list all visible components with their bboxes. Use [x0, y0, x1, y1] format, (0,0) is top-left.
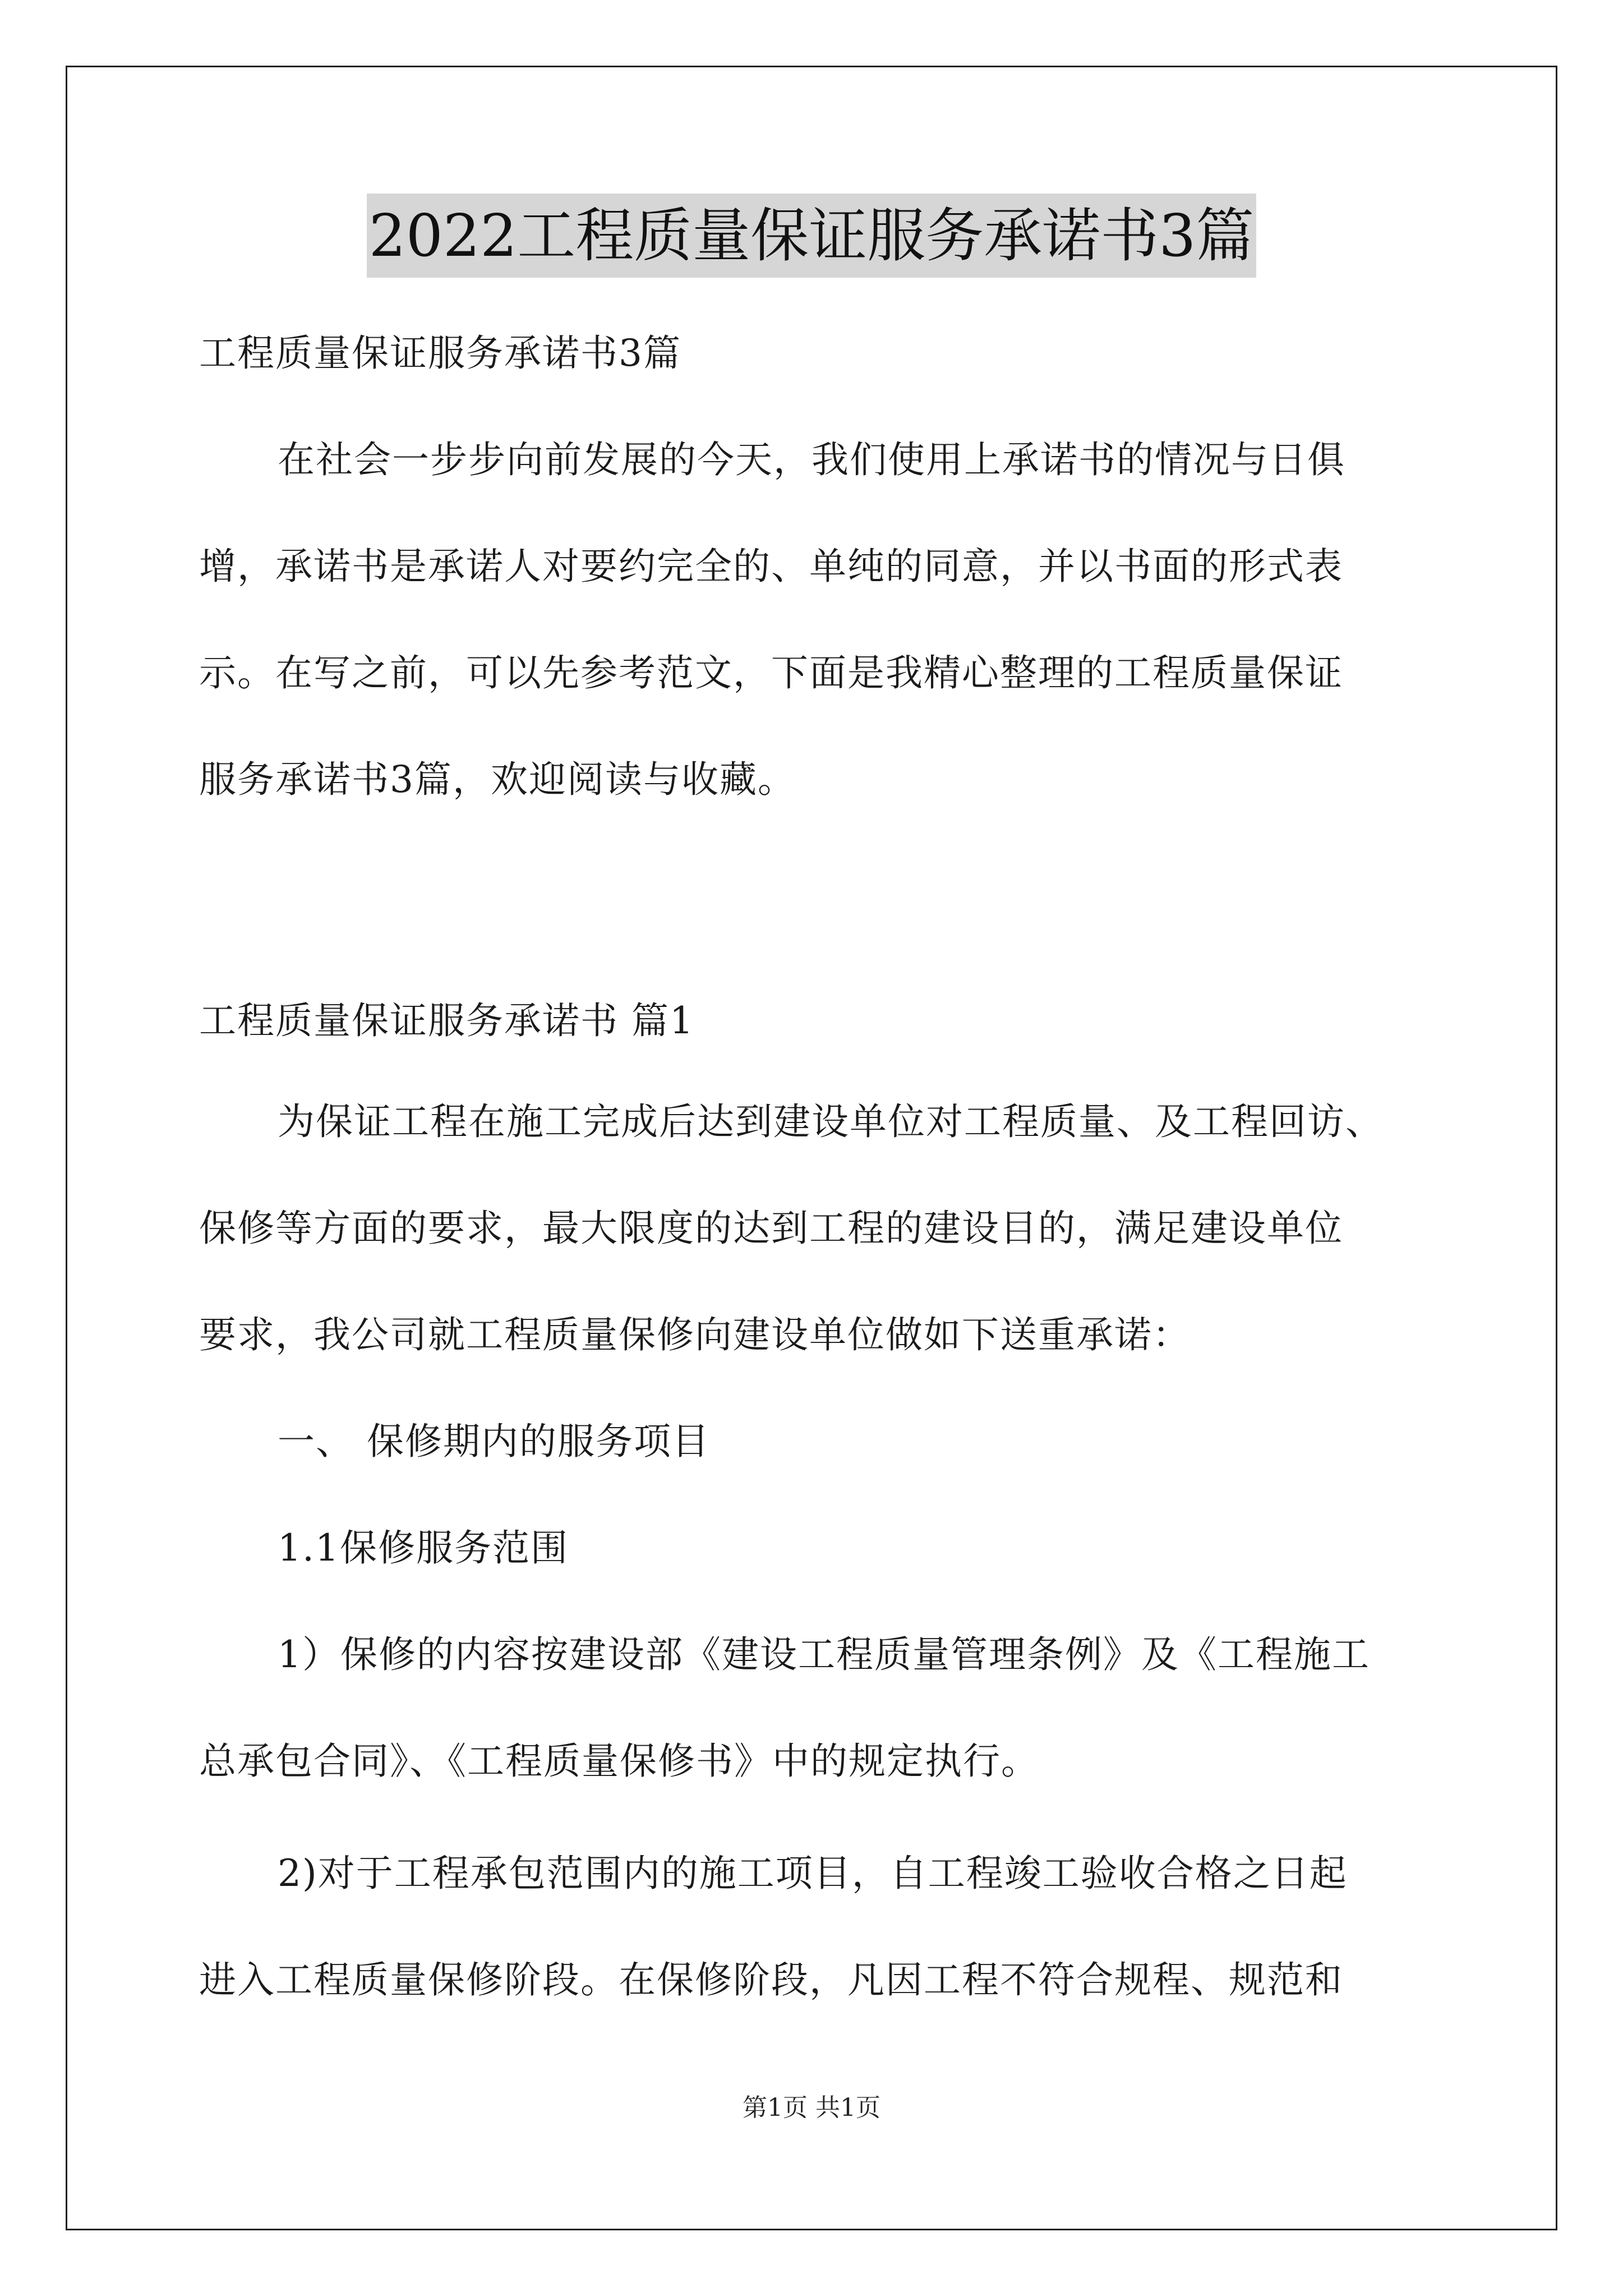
section-heading: 工程质量保证服务承诺书 篇1	[199, 999, 694, 1042]
document-title: 2022工程质量保证服务承诺书3篇	[367, 194, 1257, 278]
body-line-7: 总承包合同》、《工程质量保修书》中的规定执行。	[199, 1740, 1039, 1783]
body-line-9: 进入工程质量保修阶段。在保修阶段，凡因工程不符合规程、规范和	[199, 1958, 1343, 2001]
body-line-1: 为保证工程在施工完成后达到建设单位对工程质量、及工程回访、	[278, 1100, 1384, 1143]
page-footer: 第1页 共1页	[743, 2093, 880, 2122]
body-line-2: 保修等方面的要求，最大限度的达到工程的建设目的，满足建设单位	[199, 1207, 1343, 1250]
body-line-8: 2)对于工程承包范围内的施工项目，自工程竣工验收合格之日起	[278, 1852, 1348, 1895]
body-line-3: 要求，我公司就工程质量保修向建设单位做如下送重承诺：	[199, 1313, 1191, 1356]
body-line-5: 1.1保修服务范围	[278, 1526, 569, 1570]
subtitle-line: 工程质量保证服务承诺书3篇	[199, 332, 681, 375]
intro-line-4: 服务承诺书3篇，欢迎阅读与收藏。	[199, 758, 796, 801]
intro-line-1: 在社会一步步向前发展的今天，我们使用上承诺书的情况与日俱	[278, 438, 1345, 481]
intro-line-3: 示。在写之前，可以先参考范文，下面是我精心整理的工程质量保证	[199, 651, 1343, 694]
intro-line-2: 增，承诺书是承诺人对要约完全的、单纯的同意，并以书面的形式表	[199, 545, 1343, 588]
body-line-6: 1）保修的内容按建设部《建设工程质量管理条例》及《工程施工	[278, 1633, 1370, 1676]
body-line-4: 一、 保修期内的服务项目	[278, 1420, 710, 1463]
title-wrap	[0, 194, 1623, 278]
